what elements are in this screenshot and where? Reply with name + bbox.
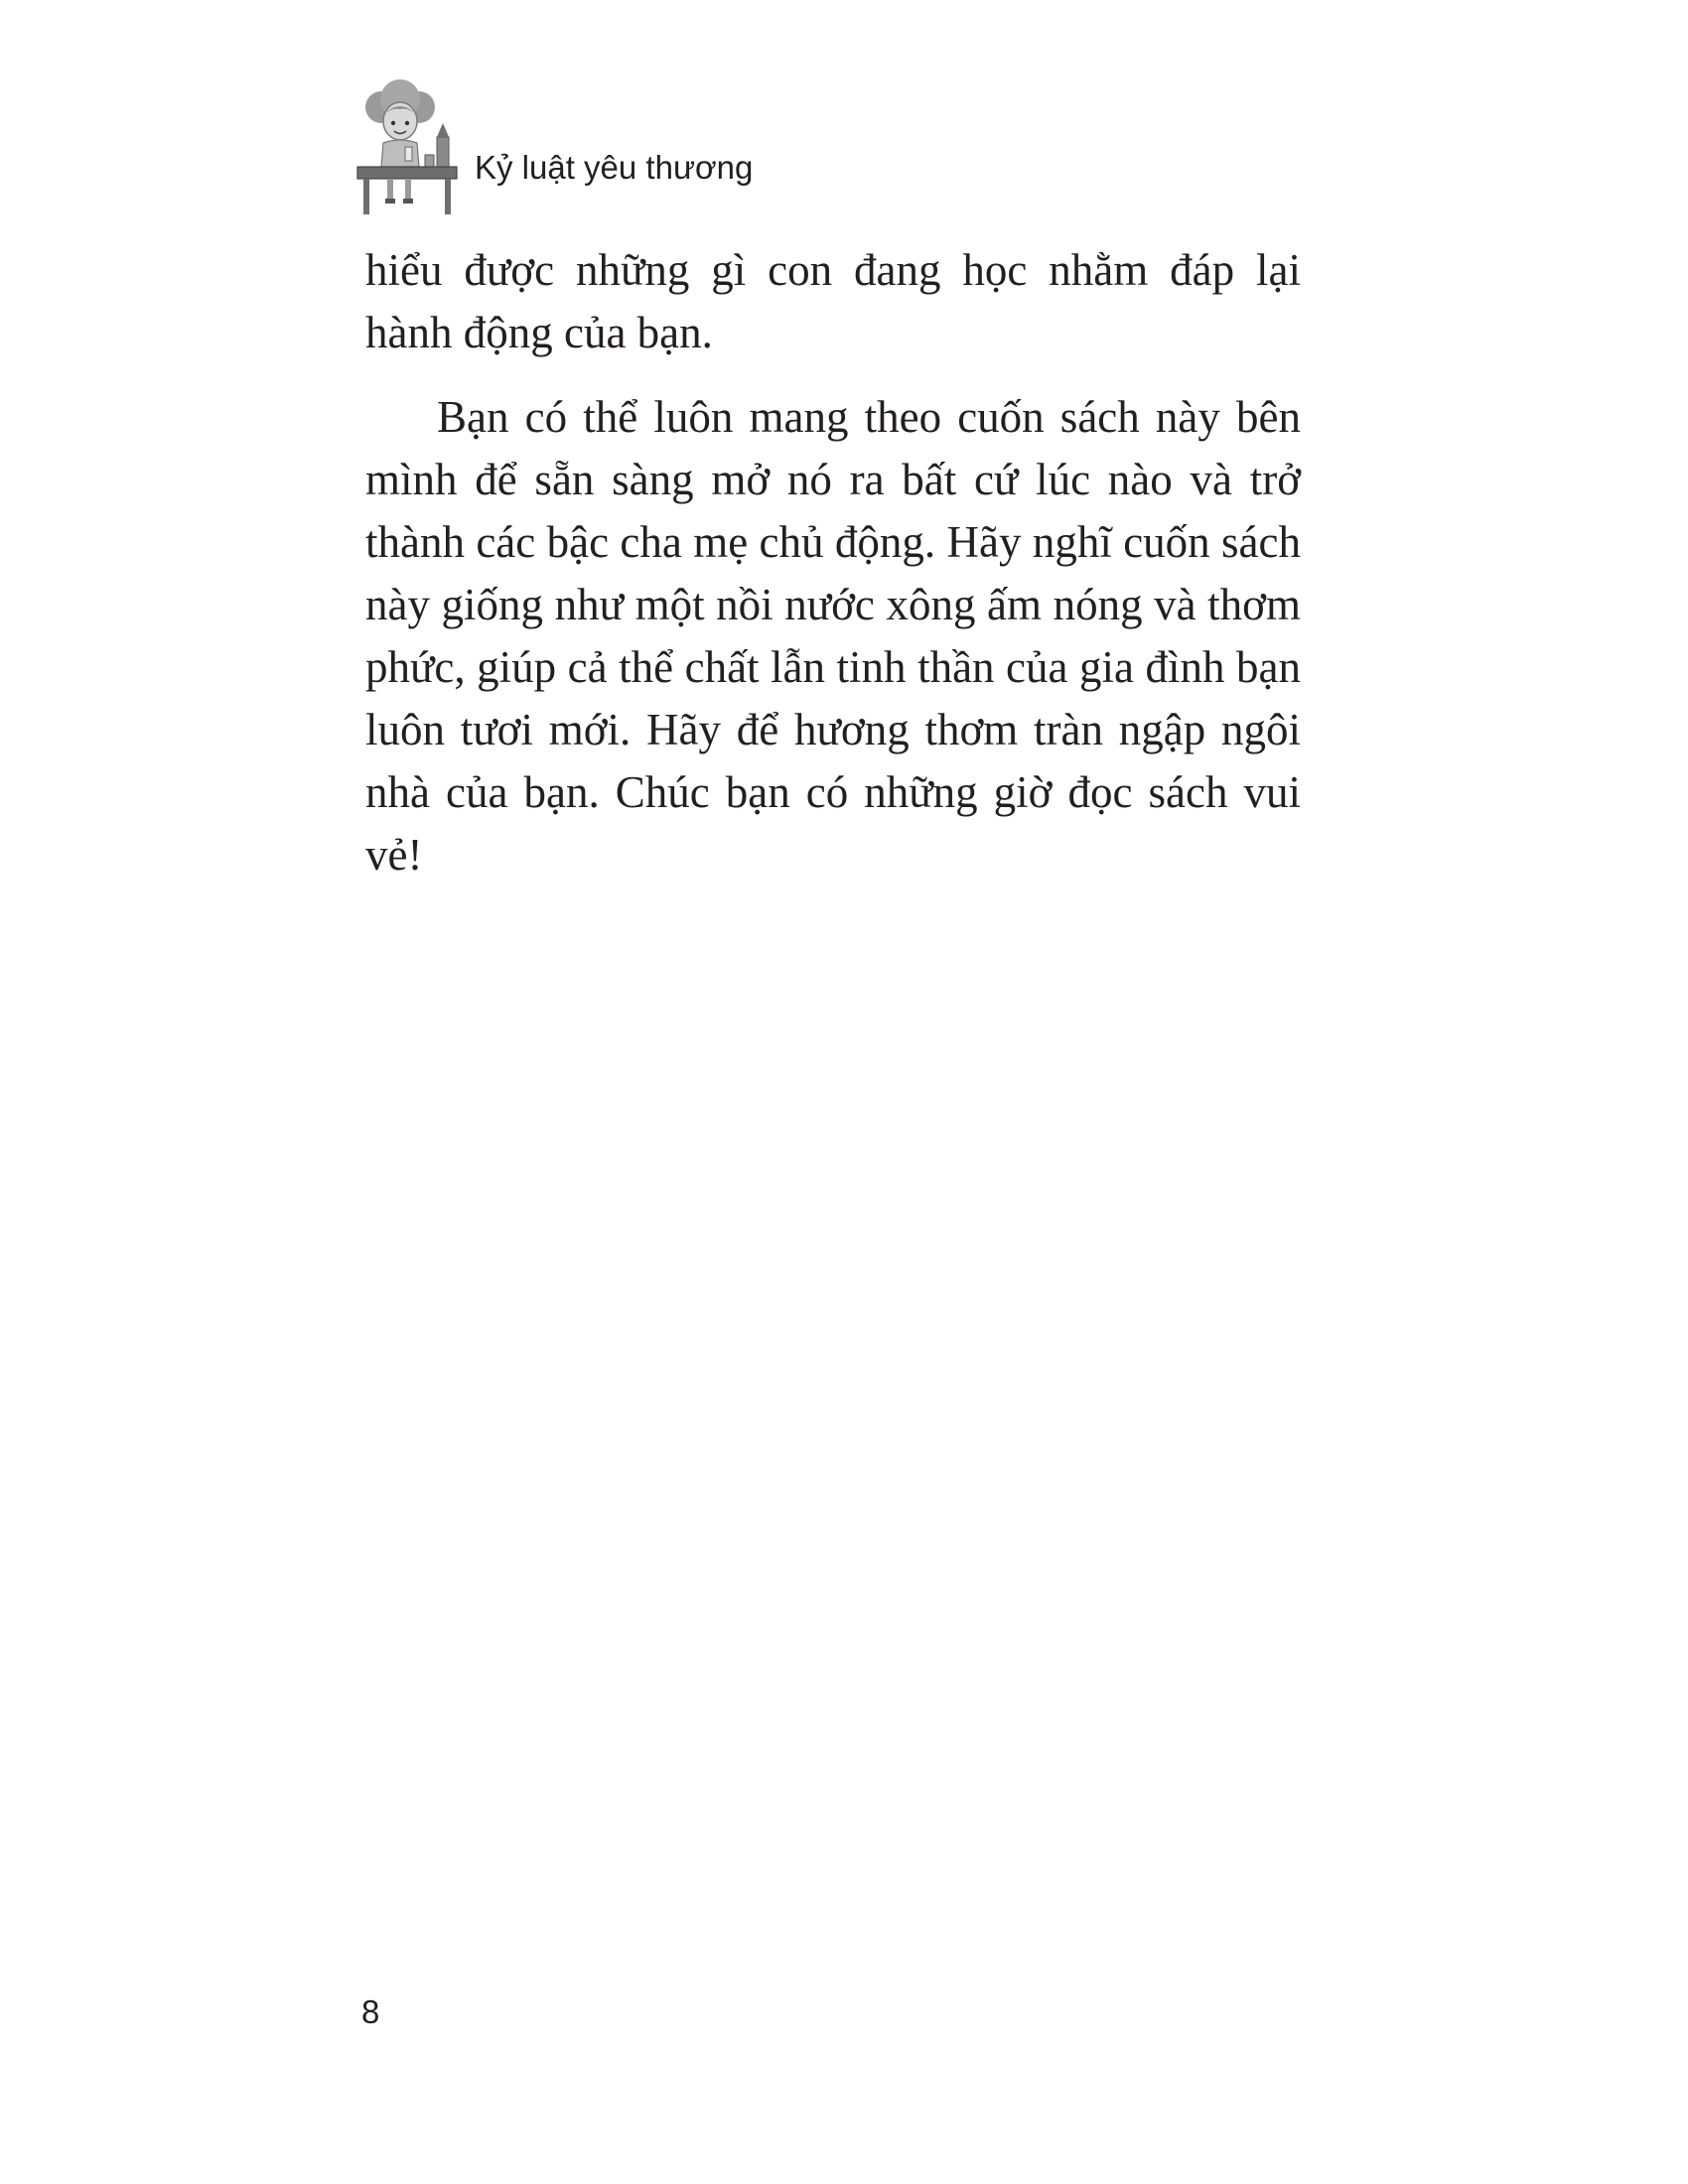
running-head: Kỷ luật yêu thương (475, 149, 754, 186)
body-text (365, 239, 1301, 887)
paragraph: Bạn có thể luôn mang theo cuốn sách này bên mình để sẵn sàng mở nó ra bất cứ lúc nào và trở thành các bậc cha mẹ chủ động. Hãy nghĩ cuốn sách này giống như một nồi nước xông ấm nóng và thơm phức, giúp cả thể chất lẫn tinh thần của gia đình bạn luôn tươi mới. Hãy để hương thơm tràn ngập ngôi nhà của bạn. Chúc bạn có những giờ đọc sách vui vẻ! (365, 392, 1301, 880)
paragraph-continued: hiểu được những gì con đang học nhằm đáp lại hành động của bạn. (365, 245, 1301, 357)
page-number: 8 (361, 1993, 380, 2030)
girl-at-desk-icon (353, 77, 463, 216)
